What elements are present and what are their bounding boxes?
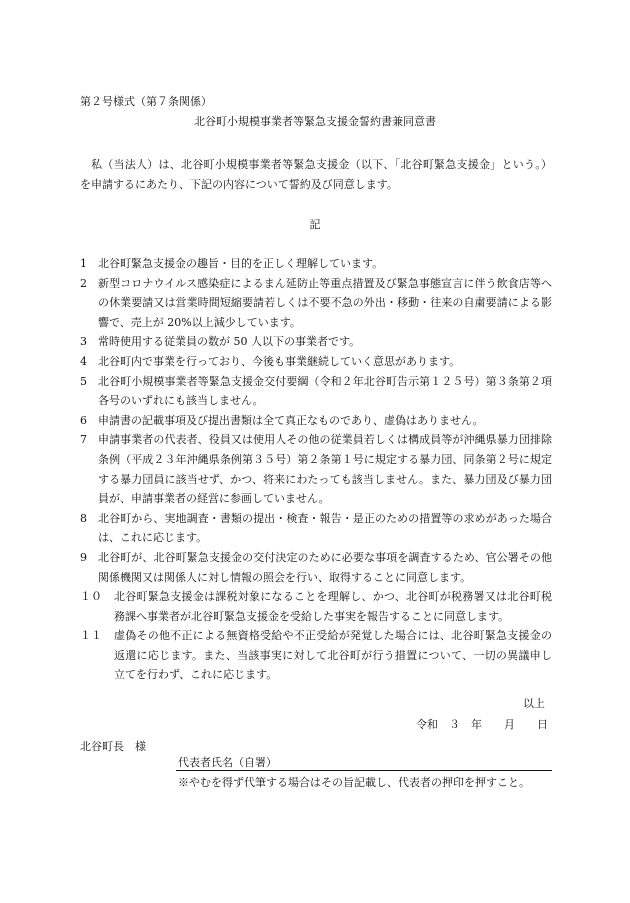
item-number: 1 [80,257,87,270]
item-text: 申請書の記載事項及び提出書類は全て真正なものであり、虚偽はありません。 [98,413,484,427]
pledge-item-5 [80,372,552,411]
item-text: 北谷町から、実地調査・書類の提出・検査・報告・是正のための措置等の求めがあった場合は、これに応じます。 [98,511,552,545]
representative-name-label: 代表者氏名（自署） [178,756,277,769]
pledge-item-4 [80,352,552,372]
item-text: 北谷町が、北谷町緊急支援金の交付決定のために必要な事項を調査するため、官公署その他関係機関又は関係人に対し情報の照会を行い、取得することに同意します。 [98,550,552,584]
item-number: 3 [80,335,87,349]
pledge-item-10 [80,587,552,626]
item-text: 北谷町小規模事業者等緊急支援金交付要綱（令和２年北谷町告示第１２５号）第３条第２項各号のいずれにも該当しません。 [98,374,552,408]
item-number: 2 [80,276,87,290]
document-title: 北谷町小規模事業者等緊急支援金誓約書兼同意書 [194,115,436,128]
form-number-label: 第２号様式（第７条関係） [80,95,212,108]
item-number: 7 [80,433,87,447]
signature-line[interactable] [176,770,552,771]
ki-heading: 記 [309,218,321,231]
pledge-item-11 [80,626,552,685]
addressee: 北谷町長 様 [80,740,146,753]
pledge-item-8 [80,509,552,548]
item-number: 5 [80,374,87,388]
item-number: 6 [80,413,87,427]
item-text: 北谷町緊急支援金の趣旨・目的を正しく理解しています。 [98,257,384,270]
item-text: 新型コロナウイルス感染症によるまん延防止等重点措置及び緊急事態宣言に伴う飲食店等への休業要請又は営業時間短縮要請若しくは不要不急の外出・移動・往来の自粛要請による影響で、売上が 20%以上減少しています。 [98,276,552,329]
pledge-item-1 [80,254,552,274]
item-number: １１ [80,629,102,643]
intro-paragraph: 私（当法人）は、北谷町小規模事業者等緊急支援金（以下、「北谷町緊急支援金」という。）を申請するにあたり、下記の内容について誓約及び同意します。 [80,158,552,191]
pledge-item-3 [80,332,552,352]
item-number: 4 [80,354,87,368]
item-number: 9 [80,550,87,564]
item-text: 北谷町内で事業を行っており、今後も事業継続していく意思があります。 [98,354,461,368]
proxy-note: ※やむを得ず代筆する場合はその旨記載し、代表者の押印を押すこと。 [178,776,530,789]
item-text: 申請事業者の代表者、役員又は使用人その他の従業員若しくは構成員等が沖縄県暴力団排除条例（平成２３年沖縄県条例第３５号）第２条第１号に規定する暴力団、同条第２号に規定する暴力団員に該当せず、かつ、将来にわたっても該当しません。また、暴力団及び暴力団員が、申請事業者の経営に参画していません。 [98,433,552,506]
item-number: １０ [80,590,102,604]
item-number: 8 [80,511,87,525]
item-text: 虚偽その他不正による無資格受給や不正受給が発覚した場合には、北谷町緊急支援金の返還に応じます。また、当該事実に対して北谷町が行う措置について、一切の異議申し立てを行わず、これに応じます。 [114,629,552,682]
item-text: 北谷町緊急支援金は課税対象になることを理解し、かつ、北谷町が税務署又は北谷町税務課へ事業者が北谷町緊急支援金を受給した事実を報告することに同意します。 [114,590,552,623]
date-line: 令和 ３ 年 月 日 [416,718,548,731]
closing-ijou: 以上 [523,697,545,710]
item-text: 常時使用する従業員の数が 50 人以下の事業者です。 [98,335,361,349]
pledge-item-7 [80,430,552,508]
pledge-item-2 [80,274,552,333]
pledge-list [80,254,552,685]
pledge-item-6 [80,411,552,431]
pledge-item-9 [80,548,552,587]
